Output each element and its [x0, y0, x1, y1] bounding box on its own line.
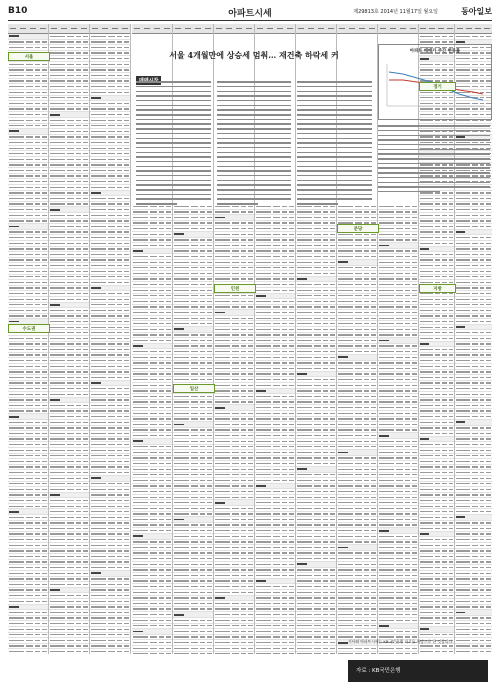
table-row — [173, 652, 213, 655]
section-title: 아파트시세 — [228, 9, 272, 19]
footer-banner — [348, 660, 488, 682]
article-text — [297, 78, 372, 208]
price-column — [90, 24, 131, 654]
chart-title: 아파트 매매가 주간 변동률 — [409, 49, 461, 54]
region-label: 경기 — [419, 82, 456, 91]
article-text — [217, 78, 292, 208]
table-row — [255, 652, 295, 655]
newspaper-brand: 동아일보 — [461, 7, 492, 16]
region-label: 인천 — [214, 284, 256, 293]
data-notice: 기사와 아파트시세는 KB국민은행 자료를 바탕으로 한 것입니다. — [348, 639, 454, 644]
issue-info: 제29813호 2014년 11월17일 월요일 — [353, 9, 438, 15]
price-page — [8, 24, 492, 654]
article-text — [136, 78, 211, 208]
region-label: 일산 — [173, 384, 215, 393]
table-row — [132, 652, 172, 655]
article-headline: 서울 4개월만에 상승세 멈춰… 재건축 하락세 커 — [169, 50, 339, 60]
page-number: B10 — [8, 6, 28, 16]
table-row — [214, 652, 254, 655]
price-column — [49, 24, 90, 654]
article-continuation — [378, 122, 490, 194]
region-label: 수도권 — [8, 324, 50, 333]
table-row — [49, 649, 89, 654]
kb-logo: 자료 : KB국민은행 — [356, 668, 401, 674]
region-label: 지방 — [419, 284, 456, 293]
region-label: 서울 — [8, 52, 50, 61]
page-header — [8, 4, 492, 21]
market-article — [132, 44, 376, 212]
price-column — [8, 24, 49, 654]
table-row — [8, 649, 48, 654]
table-row — [296, 652, 336, 655]
table-row — [90, 649, 130, 654]
region-label: 분당 — [337, 224, 379, 233]
